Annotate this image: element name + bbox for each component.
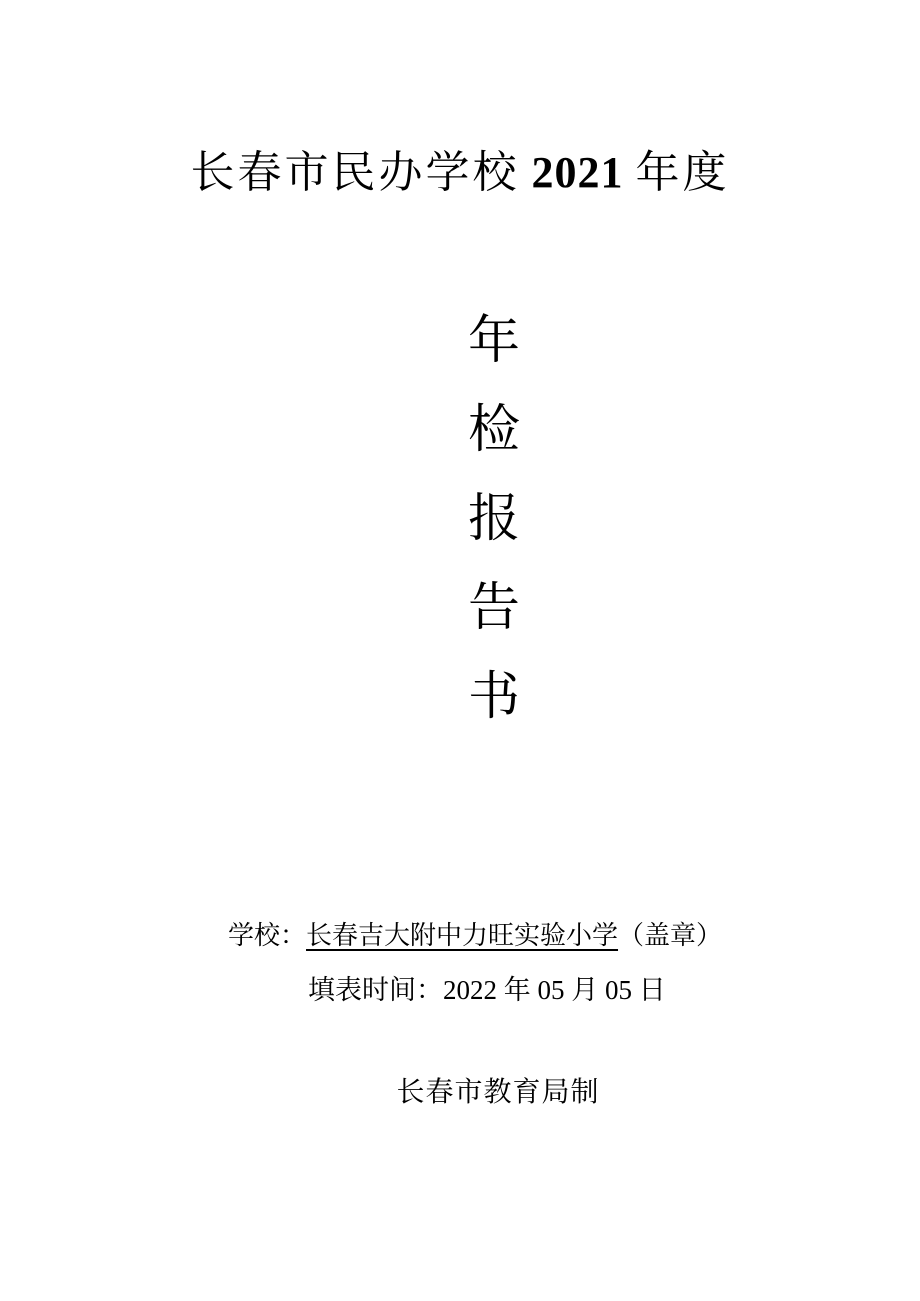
document-title-prefix: 长春市民办学校	[190, 148, 520, 197]
fill-date-label: 填表时间：	[308, 975, 443, 1005]
issuer-line	[38, 1074, 920, 1110]
seal-note: （盖章）	[618, 921, 723, 950]
document-title	[0, 138, 920, 208]
vertical-title-char: 年	[467, 313, 520, 370]
vertical-title	[34, 297, 920, 742]
vertical-title-char: 报	[467, 491, 520, 548]
school-label: 学校：	[228, 921, 307, 950]
document-title-year: 2021	[531, 148, 624, 197]
issuer-text: 长春市教育局制	[396, 1076, 600, 1107]
fill-date-value: 2022 年 05 月 05 日	[443, 975, 666, 1005]
school-line	[228, 918, 722, 954]
vertical-title-char: 告	[467, 580, 520, 637]
fill-date-line	[308, 972, 666, 1008]
document-title-suffix: 年度	[635, 148, 730, 197]
vertical-title-char: 检	[467, 402, 520, 459]
vertical-title-char: 书	[467, 669, 520, 726]
school-name: 长春吉大附中力旺实验小学	[306, 921, 619, 950]
